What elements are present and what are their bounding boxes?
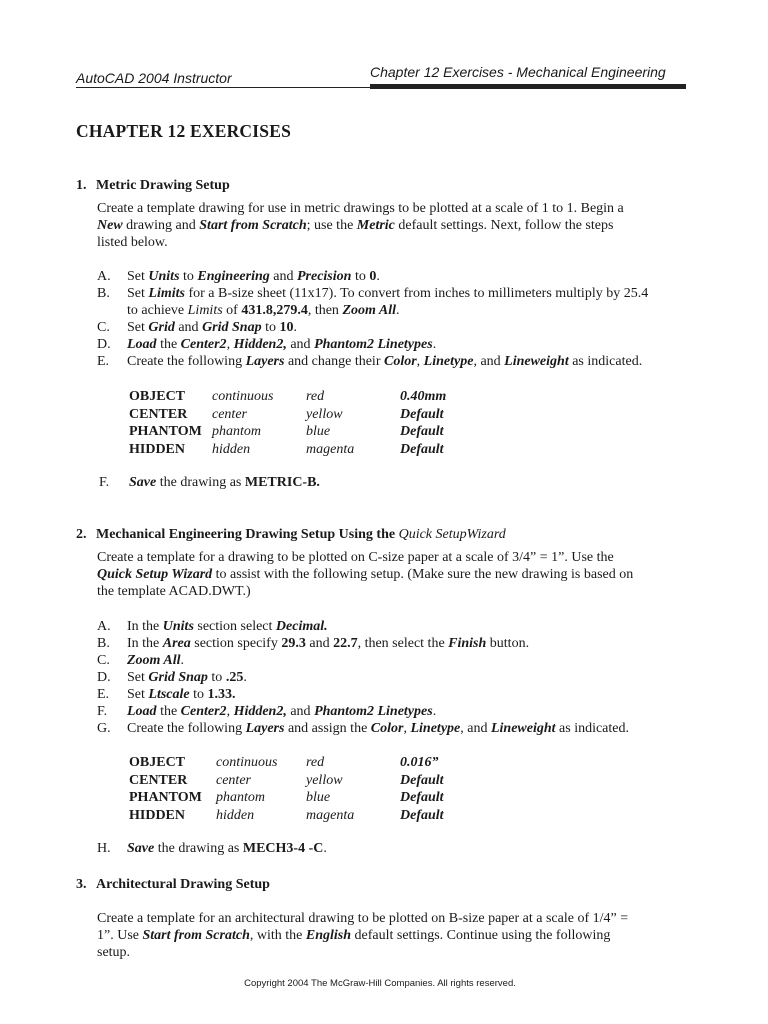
header-rule-thick [370,84,686,89]
header-right: Chapter 12 Exercises - Mechanical Engineering [370,64,666,80]
section2-title: Mechanical Engineering Drawing Setup Using the Quick SetupWizard [96,527,506,542]
step-letter: C. [97,320,110,335]
layer-lineweight: Default [400,772,444,788]
layer-name: CENTER [129,772,188,788]
layer-color: red [306,755,325,770]
step-text: In the Units section select Decimal. [127,619,328,634]
section3-heading [76,876,270,893]
section2-para-line-3: the template ACAD.DWT.) [97,584,251,599]
layer-linetype: hidden [216,807,255,823]
section1-para-line-3: listed below. [97,235,168,250]
layer-name: PHANTOM [129,424,202,439]
step-text: Set Ltscale to 1.33. [127,687,236,702]
step-item [97,669,629,686]
layer-linetype: hidden [212,441,251,457]
section1-paragraph [97,200,697,251]
step-text: to achieve Limits of 431.8,279.4, then Zoom All. [127,303,400,318]
section3-title: Architectural Drawing Setup [96,877,270,892]
layer-row [129,441,480,459]
layer-lineweight: Default [400,441,444,457]
layer-linetype: continuous [212,389,274,404]
step-text: Save the drawing as MECH3-4 -C. [127,841,327,856]
copyright-footer: Copyright 2004 The McGraw-Hill Companies. All rights reserved. [244,978,516,989]
step-item [97,319,648,336]
layer-color: magenta [306,807,355,823]
step-item [97,353,648,370]
step-item [97,703,629,720]
page-title: CHAPTER 12 EXERCISES [76,121,292,141]
layer-row [129,754,480,772]
step-item [97,618,629,635]
layer-linetype: continuous [216,755,278,770]
section1-number: 1. [76,178,87,193]
step-text: Zoom All. [127,653,185,668]
layer-lineweight: Default [400,807,444,823]
layer-row [129,807,480,825]
layer-color: blue [306,790,331,805]
header-left: AutoCAD 2004 Instructor [76,70,232,86]
step-letter: E. [97,687,110,702]
section3-paragraph [97,910,697,961]
step-item [97,840,327,857]
section2-layer-table [129,754,480,824]
layer-name: OBJECT [129,389,186,404]
step-item [97,268,648,285]
section2-para-line-1: Create a template for a drawing to be plotted on C-size paper at a scale of 3/4” = 1”. Use the [97,550,614,565]
layer-linetype: center [216,772,251,788]
section2-heading [76,526,506,543]
layer-linetype: center [212,406,247,422]
step-text: Create the following Layers and assign the Color, Linetype, and Lineweight as indicated. [127,721,630,736]
section2-steps [97,618,629,737]
step-item [97,720,629,737]
step-text: In the Area section specify 29.3 and 22.7, then select the Finish button. [127,636,530,651]
layer-name: HIDDEN [129,441,186,457]
section2-paragraph [97,549,697,600]
step-text: Set Grid Snap to .25. [127,670,247,685]
step-letter: A. [97,269,111,284]
layer-row [129,388,480,406]
step-letter: C. [97,653,110,668]
step-letter: B. [97,286,110,301]
step-text: Save the drawing as METRIC-B. [129,475,320,490]
layer-row [129,423,480,441]
section3-number: 3. [76,877,87,892]
section1-para-line-2: New drawing and Start from Scratch; use the Metric default settings. Next, follow the steps [97,218,614,233]
step-letter: D. [97,670,111,685]
layer-row [129,772,480,790]
step-letter: F. [99,475,110,490]
layer-lineweight: Default [400,406,444,422]
step-letter: H. [97,841,111,856]
section1-steps [97,268,648,370]
section2-final-step [97,840,327,857]
layer-linetype: phantom [216,790,265,805]
layer-name: CENTER [129,406,188,422]
layer-color: yellow [306,406,343,422]
step-item [99,474,320,491]
layer-color: magenta [306,441,355,457]
section2-number: 2. [76,527,87,542]
layer-name: OBJECT [129,755,186,770]
layer-linetype: phantom [212,424,261,439]
step-letter: D. [97,337,111,352]
layer-color: yellow [306,772,343,788]
step-text: Set Limits for a B-size sheet (11x17). To convert from inches to millimeters multiply by 25.4 [127,286,649,301]
section1-layer-table [129,388,480,458]
step-item [97,686,629,703]
step-letter: F. [97,704,108,719]
step-text: Load the Center2, Hidden2, and Phantom2 Linetypes. [127,337,437,352]
step-letter: A. [97,619,111,634]
step-item [97,336,648,353]
section1-title: Metric Drawing Setup [96,178,230,193]
layer-color: red [306,389,325,404]
section1-heading [76,177,230,194]
layer-lineweight: 0.016” [400,755,439,770]
step-letter: E. [97,354,110,369]
layer-row [129,406,480,424]
step-letter: G. [97,721,111,736]
step-letter: B. [97,636,110,651]
layer-color: blue [306,424,331,439]
section1-final-step [99,474,320,491]
layer-row [129,789,480,807]
step-text: Set Grid and Grid Snap to 10. [127,320,297,335]
section1-para-line-1: Create a template drawing for use in metric drawings to be plotted at a scale of 1 to 1. Begin a [97,201,624,216]
layer-name: PHANTOM [129,790,202,805]
layer-lineweight: Default [400,424,444,439]
section2-para-line-2: Quick Setup Wizard to assist with the following setup. (Make sure the new drawing is based on [97,567,634,582]
layer-name: HIDDEN [129,807,186,823]
step-letter [97,302,127,319]
layer-lineweight: 0.40mm [400,389,447,404]
step-text: Create the following Layers and change their Color, Linetype, and Lineweight as indicated. [127,354,643,369]
step-item [97,302,648,319]
step-item [97,285,648,302]
step-item [97,652,629,669]
step-text: Load the Center2, Hidden2, and Phantom2 Linetypes. [127,704,437,719]
section3-para-line-1: Create a template for an architectural drawing to be plotted on B-size paper at a scale of 1/4” = [97,911,629,926]
section3-para-line-2: 1”. Use Start from Scratch, with the English default settings. Continue using the following [97,928,611,943]
step-text: Set Units to Engineering and Precision to 0. [127,269,380,284]
step-item [97,635,629,652]
section3-para-line-3: setup. [97,945,131,960]
header-rule-thin [76,87,370,88]
layer-lineweight: Default [400,790,444,805]
